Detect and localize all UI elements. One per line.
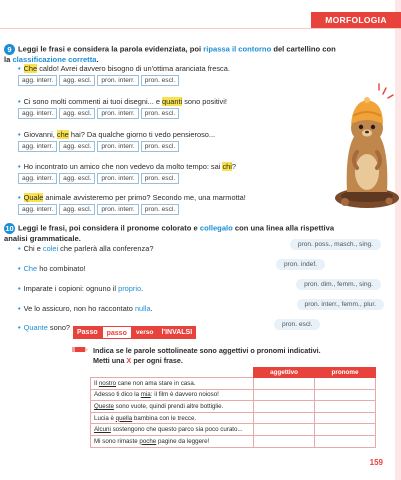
column-pronome: pronome [315, 368, 376, 378]
colored-pronoun: proprio [118, 284, 142, 293]
option-pron-escl[interactable]: pron. escl. [141, 75, 179, 86]
ex9-sentence-2: • Ci sono molti commenti ai tuoi disegni... e quanti sono positivi! [18, 97, 227, 106]
option-agg-interr[interactable]: agg. interr. [18, 75, 57, 86]
colored-pronoun: colei [42, 244, 59, 253]
table-row: Queste sono vuote, quindi prendi altre bottiglie. [91, 401, 376, 413]
option-agg-interr[interactable]: agg. interr. [18, 141, 57, 152]
ex10-sentence-5: • Quante sono? [18, 323, 71, 332]
option-pron-interr[interactable]: pron. interr. [97, 141, 138, 152]
header-rule [0, 28, 401, 29]
highlighted-word: quanti [162, 97, 183, 106]
highlighted-word: Quale [23, 193, 44, 202]
answer-pron-poss[interactable]: pron. poss., masch., sing. [290, 239, 381, 250]
check-cell-aggettivo[interactable] [254, 435, 315, 447]
check-cell-aggettivo[interactable] [254, 424, 315, 436]
option-agg-escl[interactable]: agg. escl. [59, 141, 95, 152]
answer-pron-interr[interactable]: pron. interr., femm., plur. [297, 299, 384, 310]
highlighted-word: Che [23, 64, 38, 73]
ex10-sentence-3: • Imparate i copioni: ognuno il proprio. [18, 284, 144, 293]
check-cell-aggettivo[interactable] [254, 412, 315, 424]
highlighted-word: chi [222, 162, 232, 171]
table-row: Mi sono rimaste poche pagine da leggere! [91, 435, 376, 447]
option-agg-escl[interactable]: agg. escl. [59, 108, 95, 119]
exercise-9-title: 9 Leggi le frasi e considera la parola evidenziata, poi ripassa il contorno del cartellino con la classificazione corretta. [4, 44, 336, 64]
answer-pron-escl[interactable]: pron. escl. [274, 319, 320, 330]
ex9-options-3 [18, 141, 179, 152]
ex10-sentence-2: • Che ho combinato! [18, 264, 86, 273]
check-cell-pronome[interactable] [315, 412, 376, 424]
ex9-sentence-5: • Quale animale avvisteremo per primo? Secondo me, una marmotta! [18, 193, 246, 202]
exercise-10-title: 10 Leggi le frasi, poi considera il pronome colorato e collegalo con una linea alla rispettiva analisi grammaticale. [4, 223, 335, 243]
page-number: 159 [369, 458, 383, 467]
table-row: Alcuni sostengono che questo parco sia poco curato... [91, 424, 376, 436]
groundhog-illustration [333, 80, 399, 210]
option-agg-interr[interactable]: agg. interr. [18, 204, 57, 215]
check-cell-pronome[interactable] [315, 378, 376, 390]
check-cell-pronome[interactable] [315, 435, 376, 447]
ex9-options-4 [18, 173, 179, 184]
table-row: Lucia è quella bambina con le trecce. [91, 412, 376, 424]
colored-pronoun: nulla [134, 304, 151, 313]
column-aggettivo: aggettivo [254, 368, 315, 378]
option-agg-interr[interactable]: agg. interr. [18, 173, 57, 184]
option-pron-escl[interactable]: pron. escl. [141, 141, 179, 152]
table-row: Adesso ti dico la mia: il film è davvero noioso! [91, 389, 376, 401]
ex9-sentence-4: • Ho incontrato un amico che non vedevo da molto tempo: sai chi? [18, 162, 237, 171]
option-agg-interr[interactable]: agg. interr. [18, 108, 57, 119]
colored-pronoun: Che [23, 264, 38, 273]
ex9-sentence-3: • Giovanni, che hai? Da qualche giorno ti vedo pensieroso... [18, 130, 216, 139]
ex9-options-5 [18, 204, 179, 215]
check-cell-pronome[interactable] [315, 424, 376, 436]
page-edge-tab [395, 0, 401, 480]
option-agg-escl[interactable]: agg. escl. [59, 75, 95, 86]
ex9-options-1 [18, 75, 179, 86]
option-pron-escl[interactable]: pron. escl. [141, 173, 179, 184]
table-row: Il nostro cane non ama stare in casa. [91, 378, 376, 390]
option-pron-escl[interactable]: pron. escl. [141, 108, 179, 119]
exercise-number-10: 10 [5, 224, 14, 233]
ex9-sentence-1: • Che caldo! Avrei davvero bisogno di un'ottima aranciata fresca. [18, 64, 230, 73]
option-pron-interr[interactable]: pron. interr. [97, 108, 138, 119]
invalsi-instructions: Indica se le parole sottolineate sono aggettivi o pronomi indicativi. Metti una X per ogni frase. [93, 346, 321, 365]
option-agg-escl[interactable]: agg. escl. [59, 173, 95, 184]
option-pron-interr[interactable]: pron. interr. [97, 173, 138, 184]
highlighted-word: che [56, 130, 69, 139]
pencil-icon [72, 346, 88, 353]
invalsi-badge: Passo passo verso l'INVALSI [73, 326, 196, 339]
check-cell-pronome[interactable] [315, 389, 376, 401]
invalsi-table [90, 367, 376, 448]
ex10-sentence-1: • Chi e colei che parlerà alla conferenza? [18, 244, 154, 253]
ex10-sentence-4: • Ve lo assicuro, non ho raccontato nulla. [18, 304, 153, 313]
option-agg-escl[interactable]: agg. escl. [59, 204, 95, 215]
colored-pronoun: Quante [23, 323, 48, 332]
answer-pron-indef[interactable]: pron. indef. [276, 259, 325, 270]
section-header [311, 12, 401, 28]
answer-pron-dim[interactable]: pron. dim., femm., sing. [296, 279, 381, 290]
check-cell-aggettivo[interactable] [254, 401, 315, 413]
option-pron-escl[interactable]: pron. escl. [141, 204, 179, 215]
section-title: MORFOLOGIA [325, 15, 387, 25]
exercise-number-9: 9 [4, 44, 15, 55]
option-pron-interr[interactable]: pron. interr. [97, 204, 138, 215]
ex9-options-2 [18, 108, 179, 119]
check-cell-aggettivo[interactable] [254, 389, 315, 401]
check-cell-pronome[interactable] [315, 401, 376, 413]
check-cell-aggettivo[interactable] [254, 378, 315, 390]
option-pron-interr[interactable]: pron. interr. [97, 75, 138, 86]
